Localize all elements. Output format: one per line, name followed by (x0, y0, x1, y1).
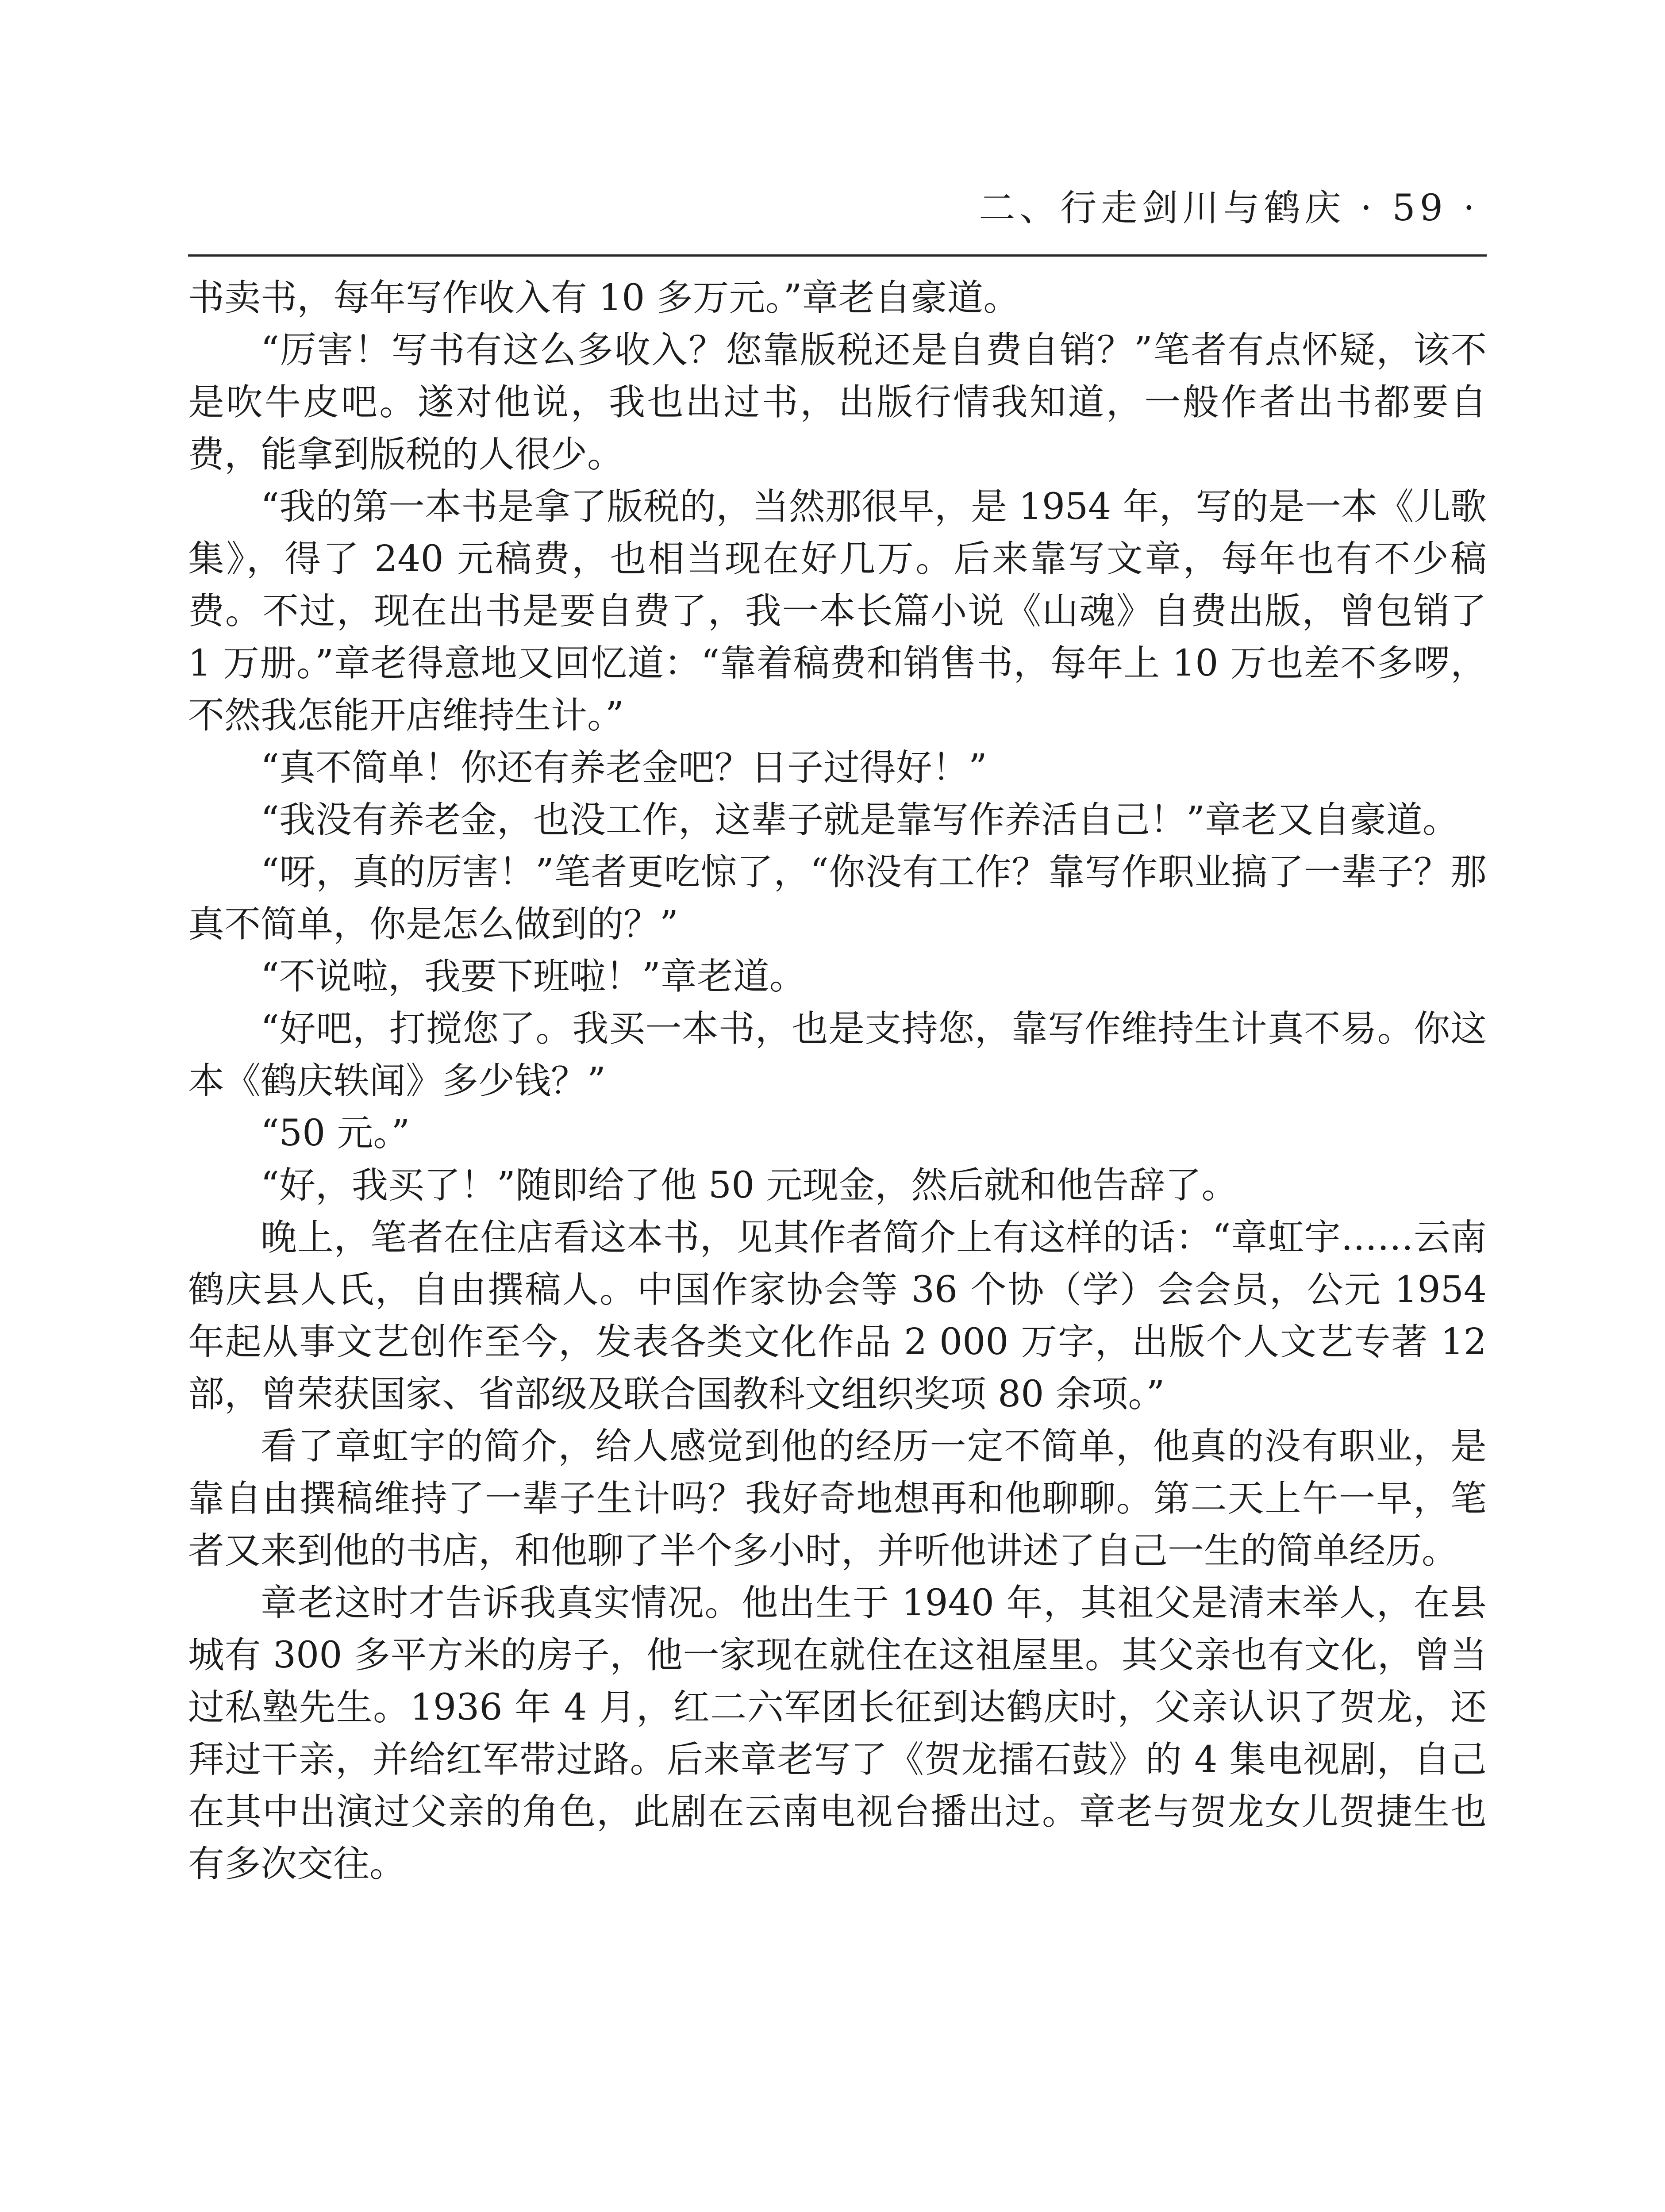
paragraph: “好，我买了！”随即给了他 50 元现金，然后就和他告辞了。 (261, 1164, 1238, 1206)
paragraph-continued: 书卖书，每年写作收入有 10 多万元。”章老自豪道。 (188, 277, 1020, 319)
paragraph: “好吧，打搅您了。我买一本书，也是支持您，靠写作维持生计真不易。你这本《鹤庆轶闻》多少钱？” (188, 1008, 1487, 1102)
paragraph: “50 元。” (261, 1112, 410, 1154)
paragraph: “我的第一本书是拿了版税的，当然那很早，是 1954 年，写的是一本《儿歌集》，得了 240 元稿费，也相当现在好几万。后来靠写文章，每年也有不少稿费。不过，现在出书是要自费了，我一本长篇小说《山魂》自费出版，曾包销了 1 万册。”章老得意地又回忆道：“靠着稿费和销售书，每年上 10 万也差不多啰，不然我怎能开店维持生计。” (188, 486, 1487, 737)
paragraph: 章老这时才告诉我真实情况。他出生于 1940 年，其祖父是清末举人，在县城有 300 多平方米的房子，他一家现在就住在这祖屋里。其父亲也有文化，曾当过私塾先生。1936 年 4 月，红二六军团长征到达鹤庆时，父亲认识了贺龙，还拜过干亲，并给红军带过路。后来章老写了《贺龙擂石鼓》的 4 集电视剧，自己在其中出演过父亲的角色，此剧在云南电视台播出过。章老与贺龙女儿贺捷生也有多次交往。 (188, 1582, 1487, 1885)
paragraph: “真不简单！你还有养老金吧？日子过得好！” (261, 747, 987, 789)
page-header (0, 0, 1665, 265)
paragraph: “呀，真的厉害！”笔者更吃惊了，“你没有工作？靠写作职业搞了一辈子？那真不简单，你是怎么做到的？” (188, 851, 1487, 945)
paragraph: “不说啦，我要下班啦！”章老道。 (261, 956, 806, 998)
paragraph: 看了章虹宇的简介，给人感觉到他的经历一定不简单，他真的没有职业，是靠自由撰稿维持了一辈子生计吗？我好奇地想再和他聊聊。第二天上午一早，笔者又来到他的书店，和他聊了半个多小时，并听他讲述了自己一生的简单经历。 (188, 1425, 1487, 1572)
paragraph: “厉害！写书有这么多收入？您靠版税还是自费自销？”笔者有点怀疑，该不是吹牛皮吧。遂对他说，我也出过书，出版行情我知道，一般作者出书都要自费，能拿到版税的人很少。 (188, 329, 1487, 476)
body-text (188, 272, 1487, 1890)
header-rule (188, 254, 1487, 257)
page-number: · 59 · (1360, 187, 1479, 229)
paragraph: “我没有养老金，也没工作，这辈子就是靠写作养活自己！”章老又自豪道。 (261, 799, 1459, 841)
paragraph: 晚上，笔者在住店看这本书，见其作者简介上有这样的话：“章虹宇……云南鹤庆县人氏，自由撰稿人。中国作家协会等 36 个协（学）会会员，公元 1954 年起从事文艺创作至今，发表各类文化作品 2 000 万字，出版个人文艺专著 12 部，曾荣获国家、省部级及联合国教科文组织奖项 80 余项。” (188, 1217, 1487, 1415)
chapter-title: 二、行走剑川与鹤庆 (979, 187, 1346, 229)
running-head (979, 187, 1479, 229)
